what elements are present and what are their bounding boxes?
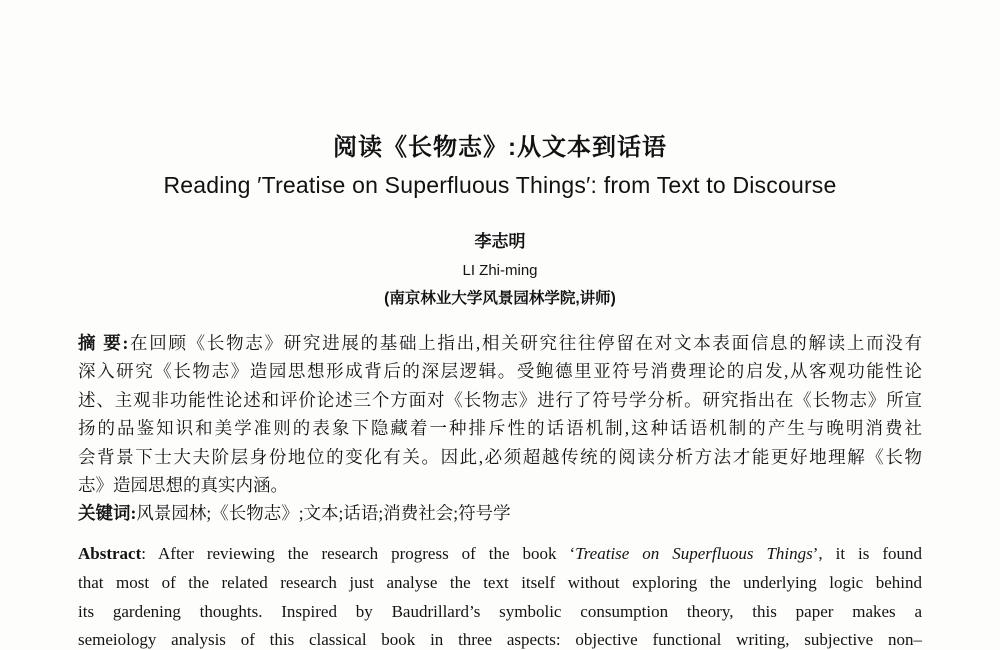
abstract-zh-section xyxy=(78,329,922,528)
author-block xyxy=(0,233,1000,307)
abstract-zh-text: 在回顾《长物志》研究进展的基础上指出,相关研究往往停留在对文本表面信息的解读上而没有 xyxy=(128,333,923,353)
keywords-label: 关键词 xyxy=(78,503,131,524)
abstract-en-line: semeiology analysis of this classical book in three aspects: objective functional writing, subjective non– xyxy=(78,630,922,650)
keywords-line xyxy=(78,499,922,527)
abstract-en-label: Abstract xyxy=(78,544,142,563)
title-block xyxy=(0,133,1000,200)
abstract-zh-colon: : xyxy=(122,333,129,353)
author-name-en: LI Zhi-ming xyxy=(462,262,538,279)
abstract-en-line: that most of the related research just analyse the text itself without exploring the underlying logic behind xyxy=(78,572,922,592)
abstract-zh-line: 志》造园思想的真实内涵。 xyxy=(78,475,288,496)
abstract-en-text: : After reviewing the research progress of the book ‘ xyxy=(141,544,576,563)
abstract-en-line xyxy=(78,540,922,569)
keywords-content: 风景园林;《长物志》;文本;话语;消费社会;符号学 xyxy=(136,503,511,524)
author-name-zh: 李志明 xyxy=(474,232,526,251)
abstract-en-text: ’, it is found xyxy=(812,544,923,563)
keywords-colon: : xyxy=(130,503,137,524)
book-title-italic: Treatise on Superfluous Things xyxy=(575,544,813,563)
abstract-en-section xyxy=(78,540,922,650)
abstract-zh-line: 述、主观非功能性论述和评价论述三个方面对《长物志》进行了符号学分析。研究指出在《长物志》所宣 xyxy=(78,389,922,410)
abstract-zh-line: 深入研究《长物志》造园思想形成背后的深层逻辑。受鲍德里亚符号消费理论的启发,从客观功能性论 xyxy=(78,361,922,382)
abstract-zh-label: 摘 要 xyxy=(78,333,123,353)
paper-title-en: Reading ′Treatise on Superfluous Things′: from Text to Discourse xyxy=(163,172,837,198)
abstract-zh-line: 扬的品鉴知识和美学准则的表象下隐藏着一种排斥性的话语机制,这种话语机制的产生与晚明消费社 xyxy=(78,418,922,439)
abstract-en-line: its gardening thoughts. Inspired by Baudrillard’s symbolic consumption theory, this paper makes a xyxy=(78,601,922,621)
abstract-zh-line: 会背景下士大夫阶层身份地位的变化有关。因此,必须超越传统的阅读分析方法才能更好地理解《长物 xyxy=(78,446,922,467)
paper-title-zh: 阅读《长物志》:从文本到话语 xyxy=(333,134,667,161)
author-affiliation: (南京林业大学风景园林学院,讲师) xyxy=(384,290,616,307)
abstract-zh-line xyxy=(78,329,922,357)
